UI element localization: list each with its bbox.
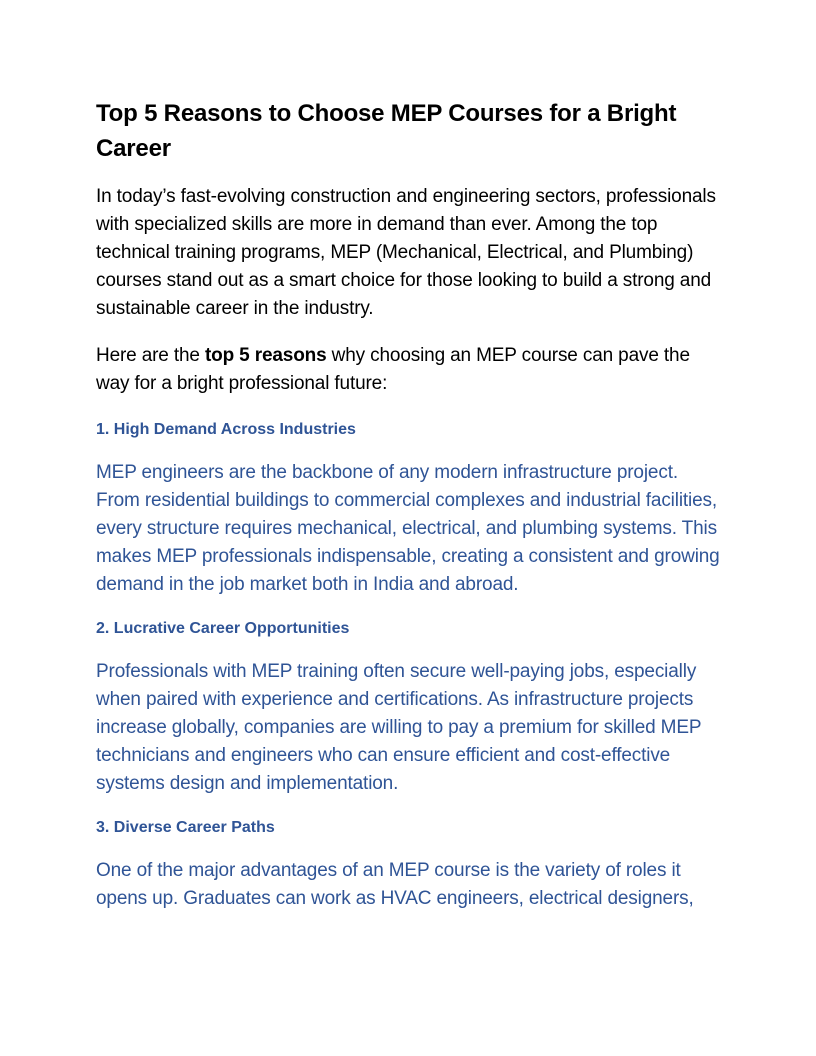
intro-paragraph: In today’s fast-evolving construction and engineering sectors, professionals with specialized skills are more in demand than ever. Among the top technical training programs, MEP (Mechanical, Electrical, and Plumbing) courses stand out as a smart choice for those looking to build a strong and sustainable career in the industry. [96,186,716,319]
section-body-3: One of the major advantages of an MEP course is the variety of roles it opens up. Graduates can work as HVAC engineers, electrical designers, [96,860,694,909]
section-body-2: Professionals with MEP training often secure well-paying jobs, especially when paired with experience and certifications. As infrastructure projects increase globally, companies are willing to pay a premium for skilled MEP technicians and engineers who can ensure efficient and cost-effective systems design and implementation. [96,661,702,794]
lead-text-before: Here are the [96,345,205,366]
lead-paragraph [96,342,720,398]
section-heading-2: 2. Lucrative Career Opportunities [96,620,350,637]
document-title: Top 5 Reasons to Choose MEP Courses for a Bright Career [96,100,677,162]
lead-bold-text: top 5 reasons [204,345,327,366]
document-page [96,96,720,932]
section-body-1: MEP engineers are the backbone of any modern infrastructure project. From residential buildings to commercial complexes and industrial facilities, every structure requires mechanical, electrical, and plumbing systems. This makes MEP professionals indispensable, creating a consistent and growing demand in the job market both in India and abroad. [96,462,720,595]
section-heading-1: 1. High Demand Across Industries [96,421,356,438]
section-heading-3: 3. Diverse Career Paths [96,819,275,836]
lead-text-after: why choosing an MEP course can pave the way for a bright professional future: [96,345,690,394]
